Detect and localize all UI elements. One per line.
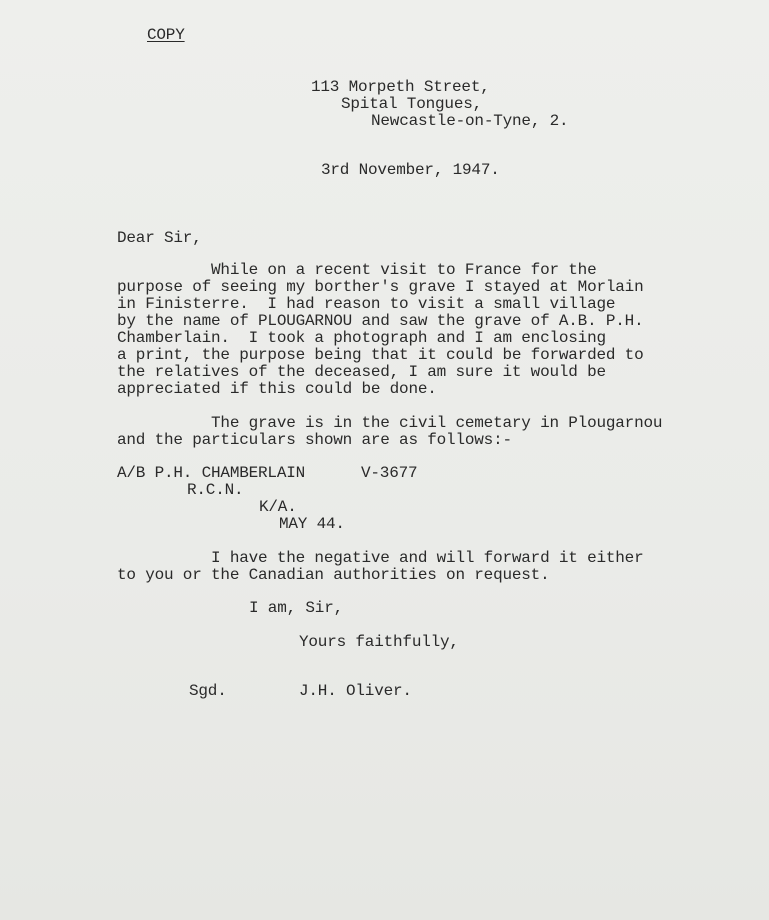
letter-date: 3rd November, 1947.	[321, 161, 500, 179]
particulars-service: R.C.N.	[187, 481, 244, 499]
paragraph-1-line: by the name of PLOUGARNOU and saw the grave of A.B. P.H.	[117, 312, 644, 330]
salutation: Dear Sir,	[117, 229, 202, 247]
paragraph-1	[117, 262, 644, 398]
paragraph-1-line: appreciated if this could be done.	[117, 380, 437, 398]
paragraph-2	[117, 415, 662, 449]
copy-label: COPY	[147, 26, 185, 44]
paragraph-3	[117, 550, 644, 584]
particulars-date: MAY 44.	[279, 515, 345, 533]
particulars-number: V-3677	[361, 464, 418, 482]
closing-line-1: I am, Sir,	[249, 599, 344, 617]
paragraph-3-line: I have the negative and will forward it either	[117, 549, 644, 567]
address-line-1: 113 Morpeth Street,	[311, 78, 490, 96]
paragraph-1-line: purpose of seeing my borther's grave I stayed at Morlain	[117, 278, 644, 296]
paragraph-2-line: The grave is in the civil cemetary in Plougarnou	[117, 414, 663, 432]
closing-line-2: Yours faithfully,	[299, 633, 459, 651]
paragraph-1-line: While on a recent visit to France for the	[117, 261, 597, 279]
signature-name: J.H. Oliver.	[299, 682, 412, 700]
particulars-name: A/B P.H. CHAMBERLAIN	[117, 464, 306, 482]
paragraph-1-line: the relatives of the deceased, I am sure it would be	[117, 363, 606, 381]
paragraph-2-line: and the particulars shown are as follows:-	[117, 431, 512, 449]
particulars-status: K/A.	[259, 498, 297, 516]
paragraph-3-line: to you or the Canadian authorities on request.	[117, 566, 550, 584]
address-line-2: Spital Tongues,	[341, 95, 483, 113]
paragraph-1-line: Chamberlain. I took a photograph and I am enclosing	[117, 329, 606, 347]
paragraph-1-line: a print, the purpose being that it could be forwarded to	[117, 346, 644, 364]
address-line-3: Newcastle-on-Tyne, 2.	[371, 112, 569, 130]
paragraph-1-line: in Finisterre. I had reason to visit a small village	[117, 295, 616, 313]
signature-sgd-label: Sgd.	[189, 682, 227, 700]
